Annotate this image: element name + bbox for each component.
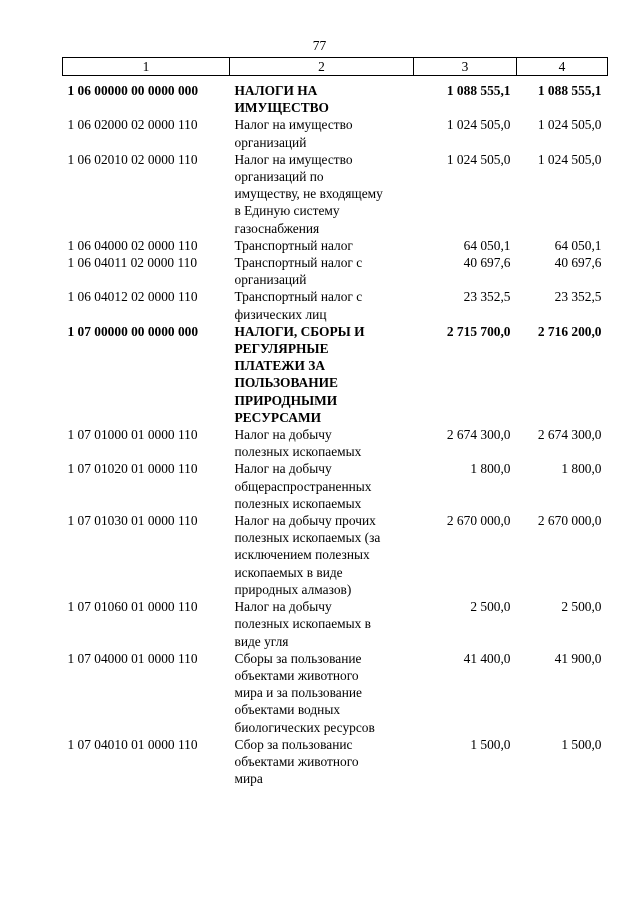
row-description-line: Налог на добычу прочих xyxy=(234,513,376,529)
header-col-1: 1 xyxy=(63,58,230,76)
row-value-col3: 2 674 300,0 xyxy=(446,427,511,443)
row-description-line: Сбор за пользованис xyxy=(234,736,353,752)
row-description-line: Транспортный налог с xyxy=(234,255,363,271)
row-description-line: мира xyxy=(234,771,263,787)
row-description xyxy=(230,254,414,288)
header-col-3: 3 xyxy=(414,58,517,76)
row-description xyxy=(230,650,414,736)
row-code: 1 07 01060 01 0000 110 xyxy=(67,599,198,615)
row-value-col3: 40 697,6 xyxy=(463,255,511,271)
row-description-line: ИМУЩЕСТВО xyxy=(234,100,329,116)
row-value-col4: 1 088 555,1 xyxy=(537,83,602,98)
row-value-col3: 1 024 505,0 xyxy=(446,151,511,167)
row-description xyxy=(230,598,414,650)
row-description-line: полезных ископаемых xyxy=(234,444,362,460)
row-description-line: Транспортный налог xyxy=(234,237,353,253)
row-description-line: Налог на имущество xyxy=(234,117,353,133)
table-row xyxy=(63,598,608,650)
table-row xyxy=(63,512,608,598)
row-value-col4: 2 670 000,0 xyxy=(537,513,602,529)
row-description-line: объектами животного xyxy=(234,753,359,769)
row-description-line: РЕГУЛЯРНЫЕ xyxy=(234,341,329,357)
row-description xyxy=(230,151,414,237)
row-description-line: организаций xyxy=(234,272,307,288)
table-row xyxy=(63,460,608,512)
row-code: 1 07 00000 00 0000 000 xyxy=(67,323,199,339)
row-description-line: общераспространенных xyxy=(234,478,372,494)
row-description xyxy=(230,736,414,788)
row-description-line: виде угля xyxy=(234,633,289,649)
row-description xyxy=(230,426,414,460)
row-value-col4: 1 800,0 xyxy=(561,461,602,477)
row-description xyxy=(230,76,414,117)
row-value-col4: 64 050,1 xyxy=(554,237,602,253)
row-description-line: объектами животного xyxy=(234,667,359,683)
row-value-col3: 1 088 555,1 xyxy=(446,83,511,98)
row-description-line: природных алмазов) xyxy=(234,581,352,597)
row-description-line: в Единую систему xyxy=(234,203,340,219)
row-value-col3: 2 715 700,0 xyxy=(446,323,511,339)
table-row xyxy=(63,254,608,288)
row-value-col3: 2 500,0 xyxy=(470,599,511,615)
row-value-col3: 1 024 505,0 xyxy=(446,117,511,133)
table-row xyxy=(63,650,608,736)
table-row xyxy=(63,426,608,460)
row-description-line: Транспортный налог с xyxy=(234,289,363,305)
row-code: 1 06 04011 02 0000 110 xyxy=(67,255,198,271)
row-value-col4: 40 697,6 xyxy=(554,255,602,271)
row-code: 1 06 02000 02 0000 110 xyxy=(67,117,198,133)
row-value-col4: 1 024 505,0 xyxy=(537,117,602,133)
row-description-line: объектами водных xyxy=(234,702,341,718)
row-value-col4: 2 716 200,0 xyxy=(537,323,602,339)
header-row xyxy=(63,58,608,76)
row-code: 1 06 04012 02 0000 110 xyxy=(67,289,198,305)
table-row xyxy=(63,237,608,254)
row-value-col4: 41 900,0 xyxy=(554,650,602,666)
row-description xyxy=(230,512,414,598)
row-code: 1 07 01030 01 0000 110 xyxy=(67,513,198,529)
row-code: 1 06 04000 02 0000 110 xyxy=(67,237,198,253)
row-description xyxy=(230,323,414,426)
row-value-col3: 1 800,0 xyxy=(470,461,511,477)
table-row xyxy=(63,736,608,788)
row-description xyxy=(230,237,414,254)
row-description-line: организаций по xyxy=(234,169,324,185)
row-value-col4: 2 674 300,0 xyxy=(537,427,602,443)
row-description-line: имуществу, не входящему xyxy=(234,186,383,202)
row-description-line: мира и за пользование xyxy=(234,685,362,701)
row-description-line: НАЛОГИ НА xyxy=(234,83,318,98)
row-description-line: газоснабжения xyxy=(234,220,320,236)
row-description-line: полезных ископаемых (за xyxy=(234,530,381,546)
table-header xyxy=(63,58,608,76)
row-value-col3: 64 050,1 xyxy=(463,237,511,253)
row-value-col3: 1 500,0 xyxy=(470,736,511,752)
row-description-line: ПЛАТЕЖИ ЗА xyxy=(234,358,325,374)
row-description-line: НАЛОГИ, СБОРЫ И xyxy=(234,323,365,339)
row-description-line: ископаемых в виде xyxy=(234,564,343,580)
row-description-line: исключением полезных xyxy=(234,547,370,563)
table-row xyxy=(63,116,608,150)
row-description-line: ПОЛЬЗОВАНИЕ xyxy=(234,375,338,391)
row-description-line: ПРИРОДНЫМИ xyxy=(234,392,338,408)
row-description-line: Сборы за пользование xyxy=(234,650,362,666)
row-value-col4: 23 352,5 xyxy=(554,289,602,305)
row-value-col4: 1 500,0 xyxy=(561,736,602,752)
row-description-line: Налог на добычу xyxy=(234,461,332,477)
row-value-col3: 23 352,5 xyxy=(463,289,511,305)
row-description-line: организаций xyxy=(234,134,307,150)
row-value-col3: 41 400,0 xyxy=(463,650,511,666)
row-code: 1 07 04000 01 0000 110 xyxy=(67,650,198,666)
row-code: 1 07 01020 01 0000 110 xyxy=(67,461,198,477)
row-description-line: полезных ископаемых xyxy=(234,495,362,511)
row-code: 1 07 04010 01 0000 110 xyxy=(67,736,198,752)
page-number: 77 xyxy=(312,38,327,53)
table-row xyxy=(63,288,608,322)
table-body xyxy=(63,76,608,788)
row-description-line: Налог на добычу xyxy=(234,427,332,443)
row-description-line: Налог на добычу xyxy=(234,599,332,615)
header-col-4: 4 xyxy=(517,58,608,76)
budget-table xyxy=(62,57,608,787)
header-col-2: 2 xyxy=(230,58,414,76)
row-description-line: физических лиц xyxy=(234,306,327,322)
table-row xyxy=(63,151,608,237)
row-value-col4: 1 024 505,0 xyxy=(537,151,602,167)
row-description xyxy=(230,288,414,322)
row-description-line: полезных ископаемых в xyxy=(234,616,371,632)
row-description-line: РЕСУРСАМИ xyxy=(234,409,322,425)
row-description-line: биологических ресурсов xyxy=(234,719,375,735)
row-description-line: Налог на имущество xyxy=(234,151,353,167)
row-code: 1 07 01000 01 0000 110 xyxy=(67,427,198,443)
row-description xyxy=(230,460,414,512)
row-code: 1 06 02010 02 0000 110 xyxy=(67,151,198,167)
row-code: 1 06 00000 00 0000 000 xyxy=(67,83,199,98)
row-description xyxy=(230,116,414,150)
row-value-col4: 2 500,0 xyxy=(561,599,602,615)
table-row xyxy=(63,323,608,426)
row-value-col3: 2 670 000,0 xyxy=(446,513,511,529)
table-row xyxy=(63,76,608,117)
